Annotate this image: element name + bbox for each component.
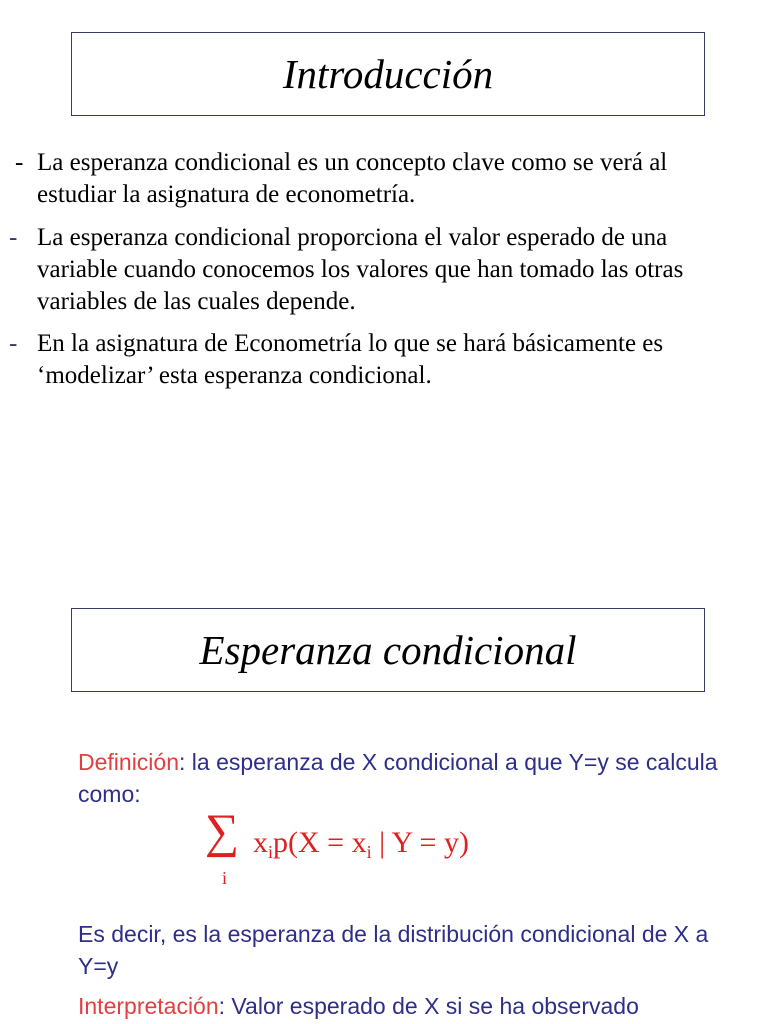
interpretation-text: : Valor esperado de X si se ha observado	[218, 993, 639, 1019]
slide-esperanza-condicional	[0, 560, 768, 1024]
slide-title	[71, 32, 705, 116]
slide-title-text: Introducción	[282, 51, 494, 97]
summation-symbol: ∑	[205, 805, 240, 858]
formula-subscript: i	[268, 842, 274, 862]
bullet-dash: -	[15, 149, 24, 176]
interpretation-label: Interpretación	[78, 993, 219, 1019]
bullet-text: La esperanza condicional es un concepto clave como se verá al estudiar la asignatura de econometría.	[37, 149, 668, 208]
formula-subscript: i	[366, 842, 372, 862]
definition-paragraph	[78, 746, 738, 810]
bullet-text: La esperanza condicional proporciona el valor esperado de una variable cuando conocemos los valores que han tomado las otras variables de las cuales depende.	[37, 224, 684, 315]
interpretation-paragraph	[78, 990, 738, 1022]
formula-condition: | Y = y)	[371, 826, 469, 859]
summation-index: i	[222, 868, 228, 888]
definition-text: : la esperanza de X condicional a que Y=y se calcula como:	[78, 749, 718, 807]
formula-expression	[253, 826, 469, 863]
slide-title	[71, 608, 705, 692]
formula-x: x	[253, 826, 268, 859]
bullet-dash: -	[9, 224, 18, 251]
bullet-text: En la asignatura de Econometría lo que se hará básicamente es ‘modelizar’ esta esperanza condicional.	[37, 330, 664, 389]
definition-label: Definición	[78, 749, 179, 775]
formula-probability: p(X = x	[273, 826, 367, 859]
bullet-dash: -	[9, 330, 18, 357]
es-decir-paragraph: Es decir, es la esperanza de la distribución condicional de X a Y=y	[78, 921, 709, 979]
slide-title-text: Esperanza condicional	[199, 627, 577, 673]
